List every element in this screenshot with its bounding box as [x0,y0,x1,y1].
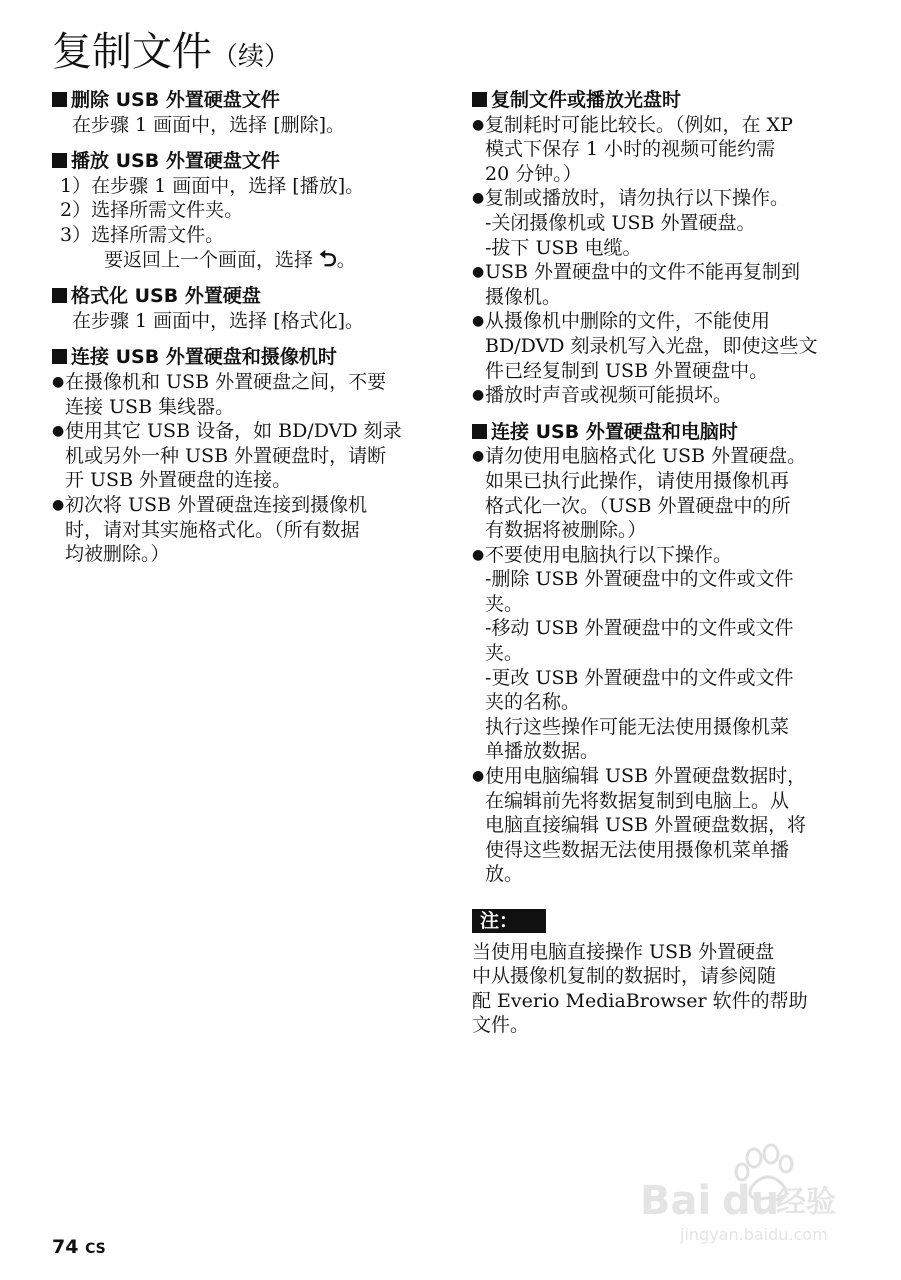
bullet-dot-icon: ● [52,373,65,390]
step-item: 2）选择所需文件夹。 [60,199,244,222]
square-bullet-icon [52,288,67,303]
section-play [52,149,452,272]
note-text: 当使用电脑直接操作 USB 外置硬盘 中从摄像机复制的数据时，请参阅随 配 Everio MediaBrowser 软件的帮助 文件。 [472,940,808,1037]
bullet-dot-icon: ● [472,768,485,785]
note-block [472,899,872,1038]
section-heading: 连接 USB 外置硬盘和摄像机时 [52,345,452,370]
list-item: ● 从摄像机中删除的文件，不能使用 BD/DVD 刻录机写入光盘，即使这些文 件已经复制到 USB 外置硬盘中。 [472,310,818,382]
page-title [52,24,290,85]
step-item: 3）选择所需文件。 [60,223,225,246]
bullet-list [52,370,452,567]
baidu-watermark-icon [636,1140,866,1250]
page-number: 74 CS [52,1236,106,1258]
section-heading: 删除 USB 外置硬盘文件 [52,88,452,113]
step-item: 1）在步骤 1 画面中，选择 [播放]。 [60,174,365,197]
list-item: ● USB 外置硬盘中的文件不能再复制到 摄像机。 [472,261,801,308]
list-item: ● 不要使用电脑执行以下操作。 -删除 USB 外置硬盘中的文件或文件 夹。 -移动 USB 外置硬盘中的文件或文件 夹。 -更改 USB 外置硬盘中的文件或文件 夹的名称。 执行这些操作可能无法使用摄像机菜 单播放数据。 [472,543,794,763]
right-column [472,88,872,1038]
square-bullet-icon [52,153,67,168]
bullet-dot-icon: ● [472,116,485,133]
title-text: 复制文件 [52,29,212,75]
back-instruction: 要返回上一个画面，选择 ⮌。 [104,245,356,272]
section-text: 在步骤 1 画面中，选择 [格式化]。 [72,309,365,332]
section-connect-camera [52,345,452,566]
section-connect-pc [472,420,872,887]
bullet-dot-icon: ● [472,264,485,281]
svg-text:经验: 经验 [776,1185,836,1220]
list-item: ● 初次将 USB 外置硬盘连接到摄像机 时，请对其实施格式化。（所有数据 均被删除。） [52,493,368,566]
section-heading: 播放 USB 外置硬盘文件 [52,149,452,174]
list-item: ● 使用其它 USB 设备，如 BD/DVD 刻录 机或另外一种 USB 外置硬盘时，请断 开 USB 外置硬盘的连接。 [52,420,402,492]
list-item: ● 请勿使用电脑格式化 USB 外置硬盘。 如果已执行此操作，请使用摄像机再 格式化一次。（USB 外置硬盘中的所 有数据将被删除。） [472,445,807,542]
bullet-dot-icon: ● [52,423,65,440]
square-bullet-icon [52,349,67,364]
list-item: ● 使用电脑编辑 USB 外置硬盘数据时， 在编辑前先将数据复制到电脑上。从 电脑直接编辑 USB 外置硬盘数据，将 使得这些数据无法使用摄像机菜单播 放。 [472,765,807,886]
bullet-list [472,113,872,408]
list-item: ● 复制耗时可能比较长。（例如，在 XP 模式下保存 1 小时的视频可能约需 20 分钟。） [472,113,793,185]
section-copy-play [472,88,872,408]
title-continued: （续） [212,42,291,72]
section-heading: 连接 USB 外置硬盘和电脑时 [472,420,872,445]
section-text: 在步骤 1 画面中，选择 [删除]。 [72,113,346,136]
square-bullet-icon [52,92,67,107]
svg-text:du: du [722,1178,780,1224]
steps-list [52,174,452,248]
list-item: ● 在摄像机和 USB 外置硬盘之间，不要 连接 USB 集线器。 [52,370,387,418]
svg-text:Bai: Bai [640,1178,712,1224]
bullet-dot-icon: ● [472,190,485,207]
return-arrow-icon: ⮌ [319,245,337,272]
note-badge: 注： [472,909,546,933]
square-bullet-icon [472,92,487,107]
square-bullet-icon [472,424,487,439]
section-heading: 格式化 USB 外置硬盘 [52,284,452,309]
bullet-dot-icon: ● [52,496,65,513]
list-item: ● 播放时声音或视频可能损坏。 [472,384,733,407]
bullet-list [472,444,872,887]
list-item: ● 复制或播放时，请勿执行以下操作。 -关闭摄像机或 USB 外置硬盘。 -拔下 USB 电缆。 [472,187,790,259]
bullet-dot-icon: ● [472,313,485,330]
section-format [52,284,452,333]
bullet-dot-icon: ● [472,546,485,563]
section-heading: 复制文件或播放光盘时 [472,88,872,113]
bullet-dot-icon: ● [472,387,485,404]
bullet-dot-icon: ● [472,448,485,465]
svg-text:jingyan.baidu.com: jingyan.baidu.com [680,1225,828,1244]
left-column [52,88,452,579]
section-delete [52,88,452,137]
